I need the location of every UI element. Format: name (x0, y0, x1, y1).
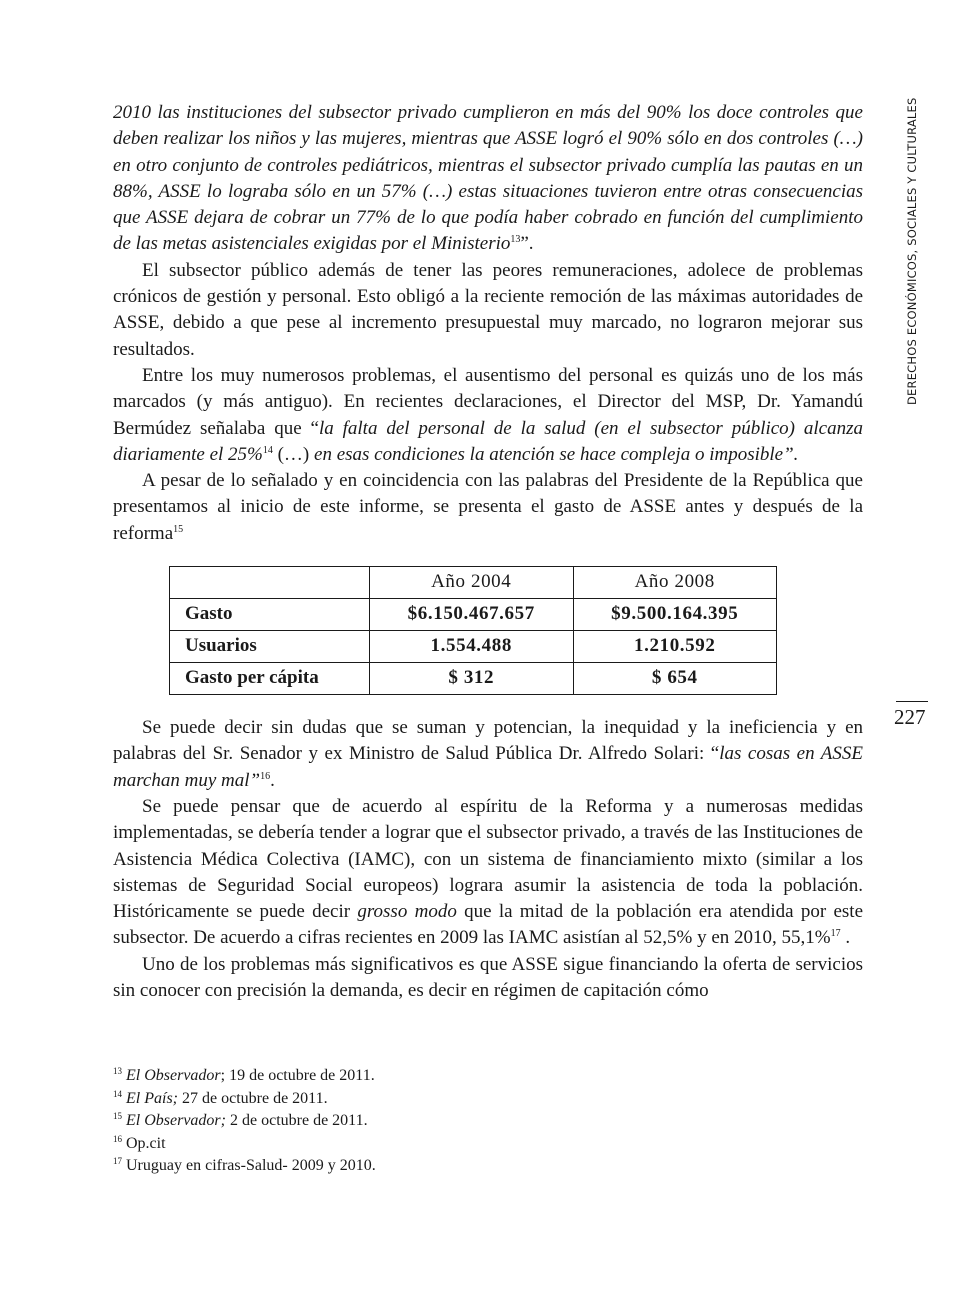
footnote-source: El Observador (126, 1067, 221, 1084)
italic-term: grosso modo (357, 901, 457, 923)
footnotes (113, 1065, 863, 1178)
quote-text: en esas condiciones la atención se hace compleja o imposible”. (314, 443, 799, 465)
paragraph-problemas: Uno de los problemas más significativos es que ASSE sigue financiando la oferta de servicios sin conocer con precisión la demanda, es decir en régimen de capitación cómo (113, 953, 863, 1002)
footnote-text: Op.cit (126, 1134, 166, 1152)
footnote-number: 17 (113, 1156, 122, 1166)
paragraph-subsector-publico: El subsector público además de tener las peores remuneraciones, adolece de problemas crónicos de gestión y personal. Esto obligó a la reciente remoción de las máximas autoridades de ASSE, debido a que pese al incremento presupuestal muy marcado, no lograron mejorar sus resultados. (113, 259, 863, 360)
table-row (170, 663, 777, 695)
quote-text: las cosas en ASSE marchan muy mal” (113, 743, 863, 791)
row-label: Gasto (170, 599, 370, 631)
footnote-number: 16 (113, 1133, 122, 1144)
quote-text: la falta del personal de la salud (en el subsector público) alcanza diariamente el 25% (113, 417, 863, 465)
paragraph-inequidad (113, 715, 863, 794)
footnote-ref: 14 (262, 444, 273, 456)
cell-value: 1.554.488 (370, 631, 574, 663)
footnote-number: 13 (113, 1066, 122, 1076)
footnote-text: ; 19 de octubre de 2011. (220, 1067, 375, 1084)
gasto-table (169, 566, 777, 695)
ellipsis: (…) (272, 443, 315, 465)
paragraph-text: A pesar de lo señalado y en coincidencia con las palabras del Presidente de la República que presentamos al inicio de este informe, se presenta el gasto de ASSE antes y después de la reforma (113, 470, 863, 544)
gasto-table-wrapper (169, 566, 863, 695)
footnote (113, 1110, 863, 1133)
header-cell-empty (170, 567, 370, 599)
footnote (113, 1155, 863, 1178)
table-row (170, 631, 777, 663)
paragraph-ausentismo (113, 363, 863, 468)
cell-value: $9.500.164.395 (573, 599, 777, 631)
header-cell-2008: Año 2008 (573, 567, 777, 599)
paragraph-gasto-asse (113, 468, 863, 547)
page-number-rule (896, 701, 928, 702)
footnote-ref: 17 (830, 928, 841, 940)
table-row (170, 599, 777, 631)
header-cell-2004: Año 2004 (370, 567, 574, 599)
footnote-text: 27 de octubre de 2011. (178, 1089, 328, 1107)
footnote-text: 2 de octubre de 2011. (225, 1112, 368, 1129)
paragraph-quote-continuation (113, 100, 863, 258)
cell-value: $ 312 (370, 663, 574, 695)
footnote-ref: 13 (510, 234, 521, 246)
cell-value: $ 654 (573, 663, 777, 695)
quote-end: ”. (520, 233, 534, 255)
footnote (113, 1088, 863, 1111)
quote-text: 2010 las instituciones del subsector privado cumplieron en más del 90% los doce controles que deben realizar los niños y las mujeres, mientras que ASSE logró el 90% sólo en dos controles (…) en otro conjunto de controles pediátricos, mientras el subsector privado cumplía las pautas en un 88%, ASSE lo lograba sólo en un 57% (…) estas situaciones tuvieron entre otras consecuencias que ASSE dejara de cobrar un 77% de lo que podía haber cobrado en función del cumplimiento de las metas asistenciales exigidas por el Ministerio (113, 102, 863, 255)
row-label: Usuarios (170, 631, 370, 663)
page-number: 227 (894, 705, 926, 729)
row-label: Gasto per cápita (170, 663, 370, 695)
sentence-end: . (840, 927, 851, 949)
footnote-source: El Observador; (126, 1112, 226, 1129)
running-header-vertical: DERECHOS ECONÓMICOS, SOCIALES Y CULTURALES (905, 97, 919, 405)
paragraph-text: Se puede decir sin dudas que se suman y potencian, la inequidad y la ineficiencia y en palabras del Sr. Senador y ex Ministro de Salud Pública Dr. Alfredo Solari: “ (113, 717, 863, 765)
footnote-text: Uruguay en cifras-Salud- 2009 y 2010. (126, 1157, 376, 1174)
cell-value: $6.150.467.657 (370, 599, 574, 631)
footnote-ref: 15 (173, 523, 184, 535)
footnote-ref: 16 (260, 770, 271, 782)
footnote (113, 1133, 863, 1156)
paragraph-text: que la mitad de la población era atendida por este subsector. De acuerdo a cifras recientes en 2009 las IAMC asistían al 52,5% y en 2010, 55,1% (113, 901, 863, 949)
table-header-row (170, 567, 777, 599)
paragraph-text: Entre los muy numerosos problemas, el ausentismo del personal es quizás uno de los más marcados (y más antiguo). En recientes declaraciones, el Director del MSP, Dr. Yamandú Bermúdez señalaba que “ (113, 364, 863, 439)
footnote-number: 15 (113, 1111, 122, 1121)
paragraph-text: Se puede pensar que de acuerdo al espíritu de la Reforma y a numerosas medidas implementadas, se debería tender a lograr que el subsector privado, a través de las Instituciones de Asistencia Médica Colectiva (IAMC), con un sistema de financiamiento mixto (similar a los sistemas de Seguridad Social europeos) lograra asumir la asistencia de toda la población. Históricamente se puede decir (113, 795, 863, 923)
footnote (113, 1065, 863, 1088)
footnote-source: El País; (126, 1089, 178, 1107)
sentence-end: . (270, 769, 275, 791)
paragraph-reforma (113, 794, 863, 952)
cell-value: 1.210.592 (573, 631, 777, 663)
footnote-number: 14 (113, 1088, 122, 1099)
main-text (113, 100, 863, 1004)
